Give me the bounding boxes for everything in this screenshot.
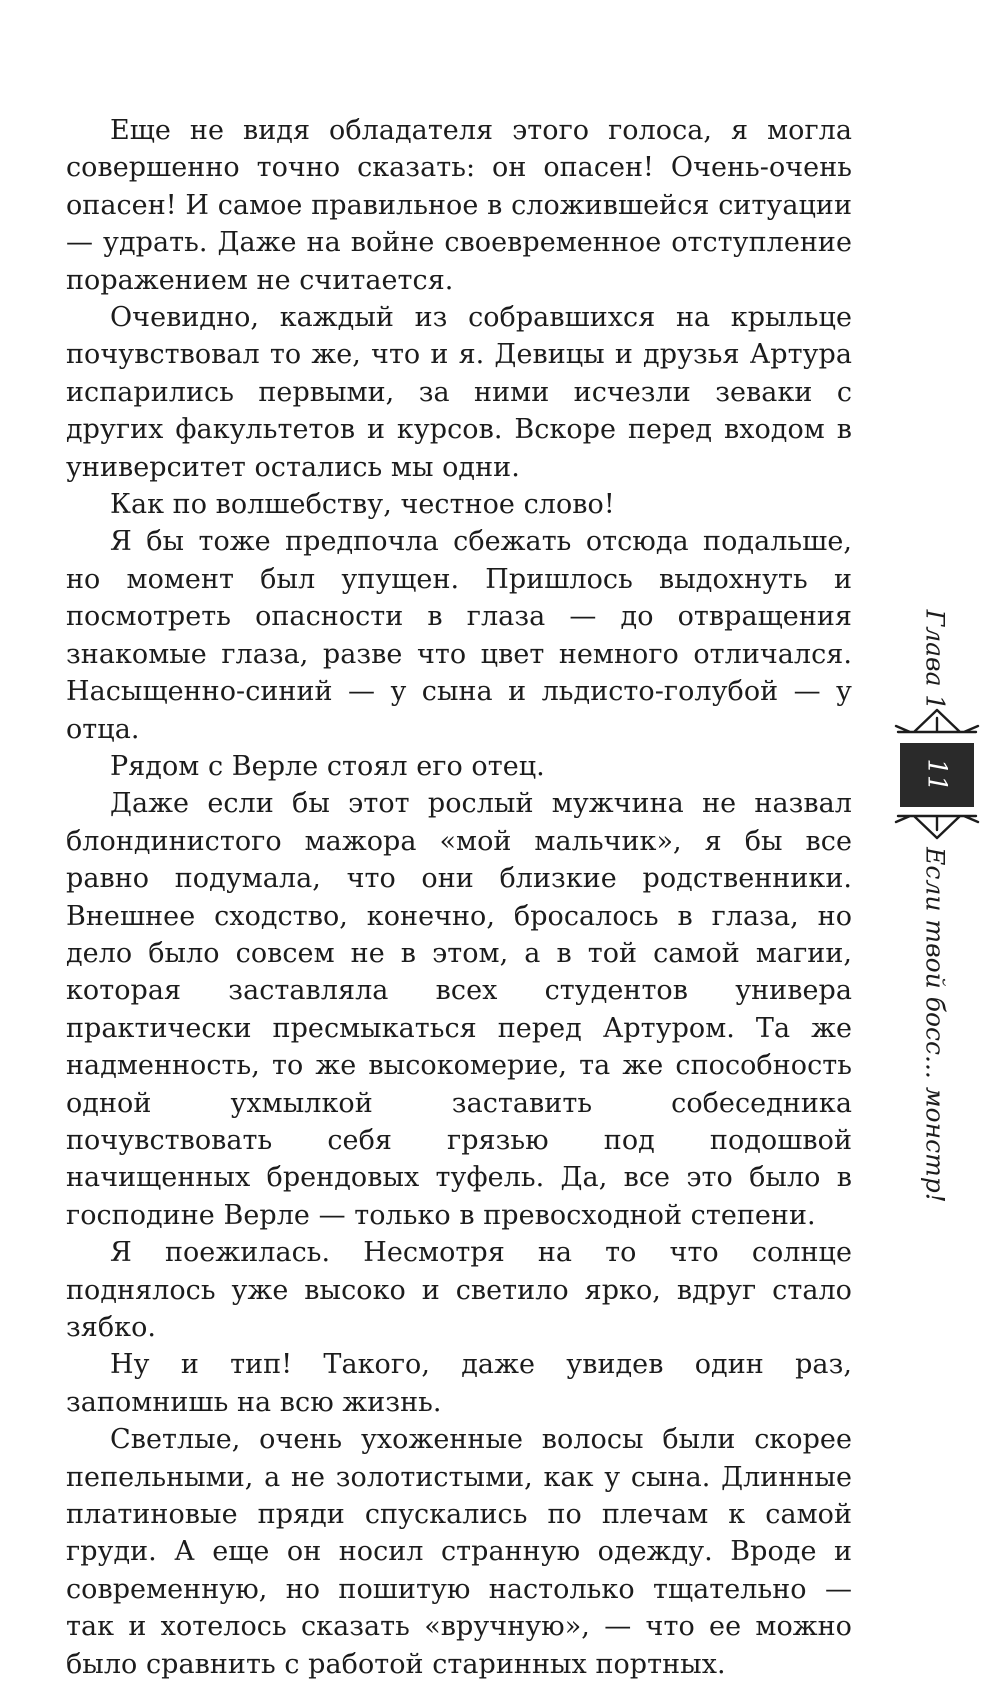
page-body-text xyxy=(66,112,852,1683)
page-number: 11 xyxy=(922,758,952,792)
paragraph: Ну и тип! Такого, даже увидев один раз, запомнишь на всю жизнь. xyxy=(66,1349,852,1418)
paragraph: Рядом с Верле стоял его отец. xyxy=(110,750,545,782)
paragraph: Как по волшебству, честное слово! xyxy=(110,489,615,521)
paragraph: Даже если бы этот рослый мужчина не назвал блондинистого мажора «мой мальчик», я бы все равно подумала, что они близкие родственники. Внешнее сходство, конечно, бросалось в глаза, но дело было совсем не в этом, а в той самой магии, которая заставляла всех студентов универа практически пресмыкаться перед Артуром. Та же надменность, то же высокомерие, та же способность одной ухмылкой заставить собеседника почувствовать себя грязью под подошвой начищенных брендовых туфель. Да, все это было в господине Верле — только в превосходной степени. xyxy=(66,788,852,1231)
runic-ornament-bottom-icon xyxy=(894,812,980,842)
paragraph: Светлые, очень ухоженные волосы были скорее пепельными, а не золотистыми, как у сына. Длинные платиновые пряди спускались по плечам к самой груди. А еще он носил странную одежду. Вроде и современную, но пошитую настолько тщательно — так и хотелось сказать «вручную», — что ее можно было сравнить с работой старинных портных. xyxy=(66,1424,852,1680)
runic-ornament-top-icon xyxy=(894,706,980,736)
paragraph: Я бы тоже предпочла сбежать отсюда подальше, но момент был упущен. Пришлось выдохнуть и посмотреть опасности в глаза — до отвращения знакомые глаза, разве что цвет немного отличался. Насыщенно-синий — у сына и льдисто-голубой — у отца. xyxy=(66,526,852,745)
chapter-label: Глава 1 xyxy=(920,609,950,711)
paragraph: Очевидно, каждый из собравшихся на крыльце почувствовал то же, что и я. Девицы и друзья Артура испарились первыми, за ними исчезли зеваки с других факультетов и курсов. Вскоре перед входом в университет остались мы одни. xyxy=(66,302,852,483)
paragraph: Еще не видя обладателя этого голоса, я могла совершенно точно сказать: он опасен! Очень-очень опасен! И самое правильное в сложившейся ситуации — удрать. Даже на войне своевременное отступление поражением не считается. xyxy=(66,115,852,296)
running-head-book-title: Если твой босс... монстр! xyxy=(920,847,950,1203)
page-number-box xyxy=(900,743,974,807)
paragraph: Я поежилась. Несмотря на то что солнце поднялось уже высоко и светило ярко, вдруг стало зябко. xyxy=(66,1237,852,1343)
